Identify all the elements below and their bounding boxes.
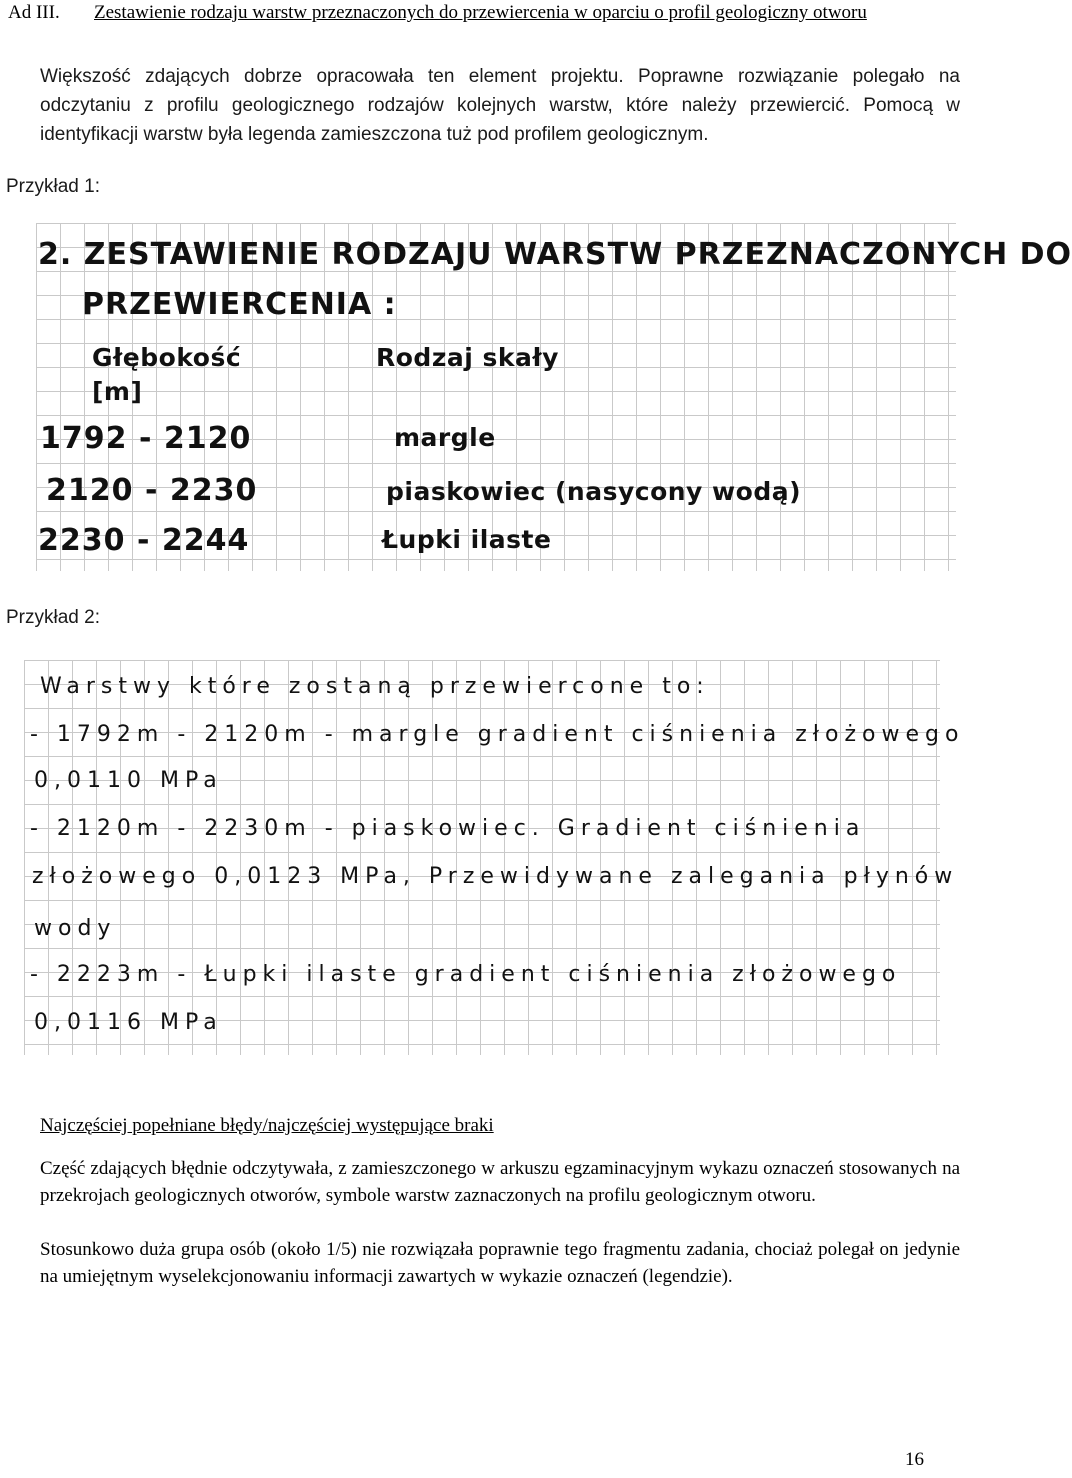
example2-line: złożowego 0,0123 MPa, Przewidywane zalegania płynów	[32, 864, 959, 889]
section-number: Ad III.	[8, 2, 60, 23]
example2-line: - 1792m - 2120m - margle gradient ciśnienia złożowego	[30, 722, 965, 747]
example1-col-depth-unit: [m]	[92, 377, 143, 406]
errors-paragraph-2: Stosunkowo duża grupa osób (około 1/5) nie rozwiązała poprawnie tego fragmentu zadania, chociaż polegał on jedynie na umiejętnym wyselekcjonowaniu informacji zawartych w wykazie oznaczeń (legendzie).	[40, 1239, 960, 1287]
section-title: Zestawienie rodzaju warstw przeznaczonych do przewiercenia w oparciu o profil geologiczny otworu	[94, 2, 867, 23]
example2-line: wody	[34, 916, 117, 941]
example2-line: 0,0110 MPa	[34, 768, 223, 793]
errors-paragraph-1: Część zdających błędnie odczytywała, z zamieszczonego w arkuszu egzaminacyjnym wykazu oznaczeń stosowanych na przekrojach geologicznych otworów, symbole warstw zaznaczonych na profilu geologicznym otworu.	[40, 1158, 960, 1206]
example1-row2-rock: piaskowiec (nasycony wodą)	[386, 477, 802, 506]
example1-row1-depth: 1792 - 2120	[40, 421, 252, 456]
errors-title: Najczęściej popełniane błędy/najczęściej występujące braki	[40, 1115, 494, 1136]
example2-label: Przykład 2:	[6, 607, 100, 628]
intro-paragraph: Większość zdających dobrze opracowała ten element projektu. Poprawne rozwiązanie polegało na odczytaniu z profilu geologicznego rodzajów kolejnych warstw, które należy przewiercić. Pomocą w identyfikacji warstw była legenda zamieszczona tuż pod profilem geologicznym.	[40, 66, 960, 145]
example1-handwritten-sheet	[36, 223, 1072, 571]
example1-row1-rock: margle	[394, 423, 496, 452]
example2-line: Warstwy które zostaną przewiercone to:	[40, 674, 710, 699]
example1-col-depth: Głębokość	[92, 343, 242, 372]
example1-col-type: Rodzaj skały	[376, 343, 559, 372]
example2-line: 0,0116 MPa	[34, 1010, 223, 1035]
example2-line: - 2223m - Łupki ilaste gradient ciśnienia złożowego	[30, 962, 902, 987]
page-number: 16	[905, 1449, 924, 1470]
example1-title-line1: 2. ZESTAWIENIE RODZAJU WARSTW PRZEZNACZONYCH DO	[38, 237, 1072, 272]
example2-handwritten-sheet	[24, 660, 965, 1055]
example2-line: - 2120m - 2230m - piaskowiec. Gradient ciśnienia	[30, 816, 866, 841]
example1-row3-depth: 2230 - 2244	[38, 523, 250, 558]
example1-title-line2: PRZEWIERCENIA :	[82, 287, 397, 322]
example1-row2-depth: 2120 - 2230	[46, 473, 258, 508]
example1-label: Przykład 1:	[6, 176, 100, 197]
example1-row3-rock: Łupki ilaste	[382, 525, 552, 554]
